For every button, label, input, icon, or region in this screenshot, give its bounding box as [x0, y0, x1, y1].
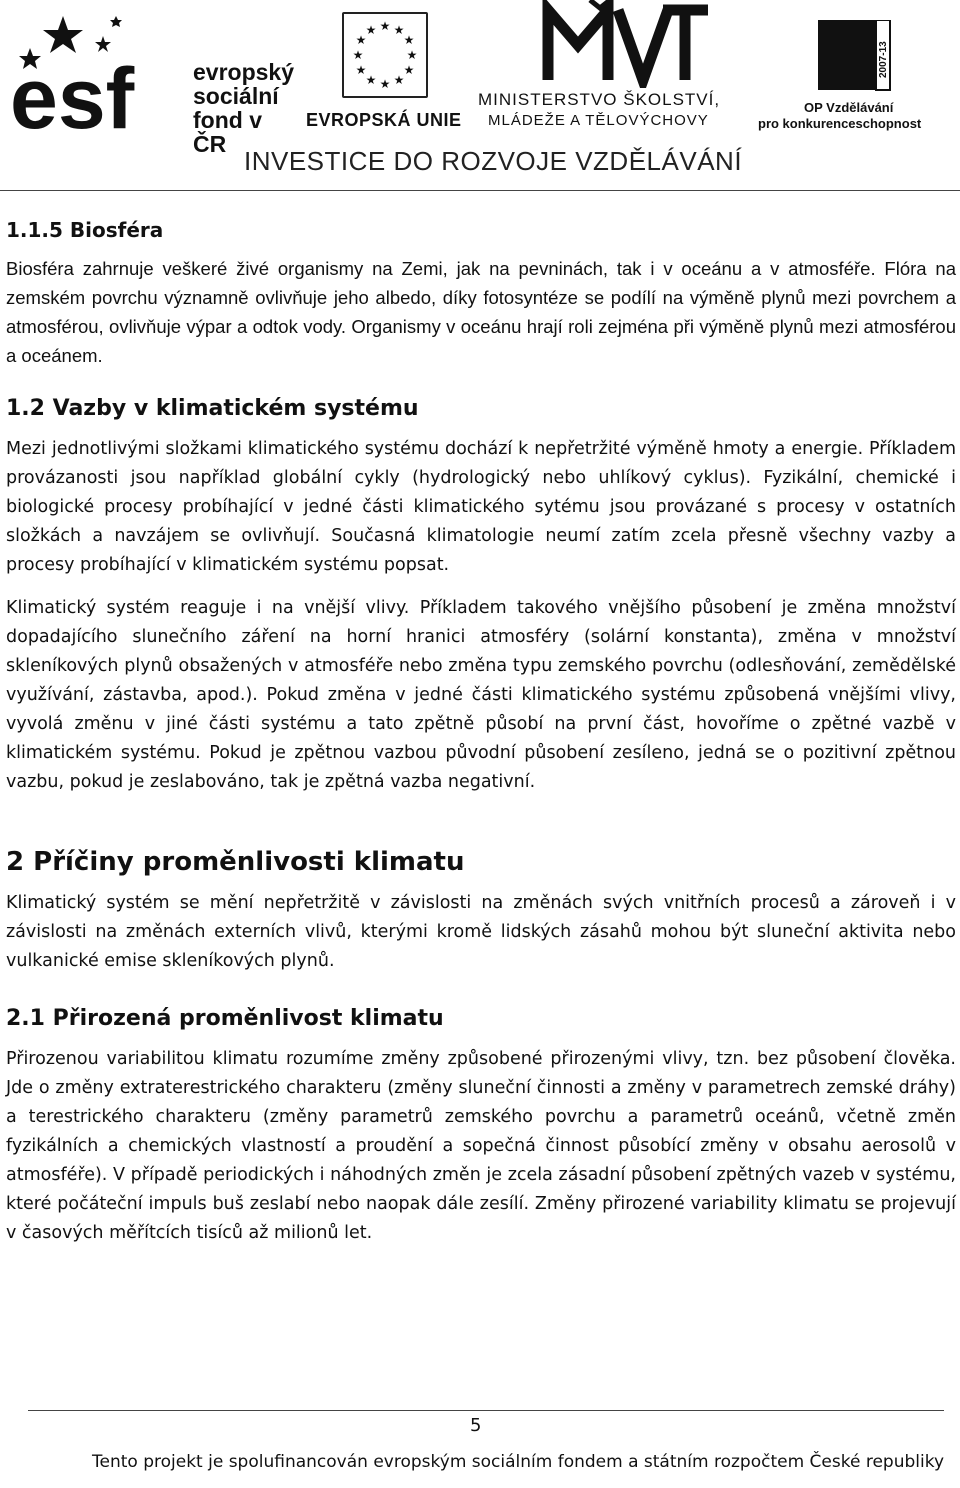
svg-text:esf: esf: [10, 51, 135, 133]
header-divider: [0, 190, 960, 191]
op-logo: [758, 20, 938, 140]
document-body: [6, 218, 956, 1258]
svg-text:★: ★: [352, 48, 364, 62]
svg-text:★: ★: [355, 63, 367, 77]
footer-text: Tento projekt je spolufinancován evropským sociálním fondem a státním rozpočtem České republiky: [92, 1452, 944, 1472]
paragraph: Mezi jednotlivými složkami klimatického systému dochází k nepřetržité výměně hmoty a energie. Příkladem provázanosti jsou například globální cykly (hydrologický nebo uhlíkový cyklus). Fyzikální, chemické i biologické procesy probíhající v jedné části klimatického sytému jsou provázané s procesy v ostatních složkách a navzájem se ovlivňují. Současná klimatologie neumí zatím zcela přesně všechny vazby a procesy probíhající v klimatickém systému popsat.: [6, 439, 956, 575]
svg-text:★: ★: [393, 23, 405, 37]
svg-text:★: ★: [365, 23, 377, 37]
msmt-line2: MLÁDEŽE A TĚLOVÝCHOVY: [488, 112, 709, 129]
svg-text:★: ★: [393, 73, 405, 87]
svg-text:★: ★: [379, 77, 391, 91]
paragraph: Přirozenou variabilitou klimatu rozumíme změny způsobené přirozenými vlivy, tzn. bez působení člověka. Jde o změny extraterestrického charakteru (změny sluneční činnosti a změny v parametrech zemské dráhy) a terestrického charakteru (změny parametrů zemského povrchu a parametrů oceánů, včetně změn fyzikálních a chemických vlastností a proudění a sopečná činnost působící změny v obsahu aerosolů v atmosféře). V případě periodických i náhodných změn je zcela zásadní působení zpětných vazeb v systému, které počáteční impuls buš zeslabí nebo naopak dále zesílí. Změny přirozené variability klimatu se projevují v časových měřítcích tisíců až milionů let.: [6, 1049, 956, 1243]
paragraph: Biosféra zahrnuje veškeré živé organismy na Zemi, jak na pevninách, tak i v oceánu a v atmosféře. Flóra na zemském povrchu významně ovlivňuje jeho albedo, díky fotosyntéze se podílí na výměně plynů mezi povrchem a atmosférou, ovlivňuje výpar a odtok vody. Organismy v oceánu hrají roli zejména při výměně plynů mezi atmosférou a oceánem.: [6, 258, 956, 366]
footer-divider: [28, 1410, 944, 1411]
svg-text:★: ★: [379, 19, 391, 33]
svg-text:★: ★: [403, 33, 415, 47]
msmt-logo: [478, 0, 750, 140]
svg-text:★: ★: [365, 73, 377, 87]
page-number: 5: [470, 1415, 482, 1436]
op-years-text: 2007-13: [878, 41, 889, 78]
investice-slogan: INVESTICE DO ROZVOJE VZDĚLÁVÁNÍ: [244, 146, 743, 176]
eu-logo: [306, 2, 466, 140]
eu-label: EVROPSKÁ UNIE: [306, 110, 462, 130]
op-mark-icon: [758, 20, 938, 98]
section-heading: 1.2 Vazby v klimatickém systému: [6, 396, 419, 421]
op-line1: OP Vzdělávání: [804, 100, 894, 115]
header-logos: [0, 0, 960, 190]
esf-wordmark: evropský sociální fond v ČR: [193, 59, 295, 157]
op-line2: pro konkurenceschopnost: [758, 116, 922, 131]
esf-logo: [8, 8, 298, 157]
section-heading: 2.1 Přirozená proměnlivost klimatu: [6, 1006, 444, 1031]
svg-text:★: ★: [403, 63, 415, 77]
chapter-heading: 2 Příčiny proměnlivosti klimatu: [6, 847, 465, 877]
msmt-mark-icon: [478, 0, 750, 88]
svg-text:★: ★: [406, 48, 418, 62]
paragraph: Klimatický systém reaguje i na vnější vlivy. Příkladem takového vnějšího působení je změna množství dopadajícího slunečního záření na horní hranici atmosféry (solární konstanta), změna v množství skleníkových plynů obsažených v atmosféře nebo změna typu zemského povrchu (odlesňování, zemědělské využívání, zástavba, apod.). Pokud změna v jedné části klimatického systému způsobená vnějšími vlivy, vyvolá změnu v jiné části systému a tato zpětně působí na první část, hovoříme o zpětné vazbě v klimatickém systému. Pokud je zpětnou vazbou původní působení zesíleno, jedná se o pozitivní zpětnou vazbu, pokud je zeslabováno, tak je zpětná vazba negativní.: [6, 598, 956, 792]
eu-flag-icon: [342, 12, 428, 98]
section-heading: 1.1.5 Biosféra: [6, 218, 164, 242]
msmt-line1: MINISTERSTVO ŠKOLSTVÍ,: [478, 90, 721, 109]
esf-mark-icon: [8, 8, 188, 133]
svg-text:★: ★: [355, 33, 367, 47]
paragraph: Klimatický systém se mění nepřetržitě v závislosti na změnách svých vnitřních procesů a zároveň i v závislosti na změnách externích vlivů, kterými kromě lidských zásahů mohou být sluneční aktivita nebo vulkanické emise skleníkových plynů.: [6, 893, 956, 971]
